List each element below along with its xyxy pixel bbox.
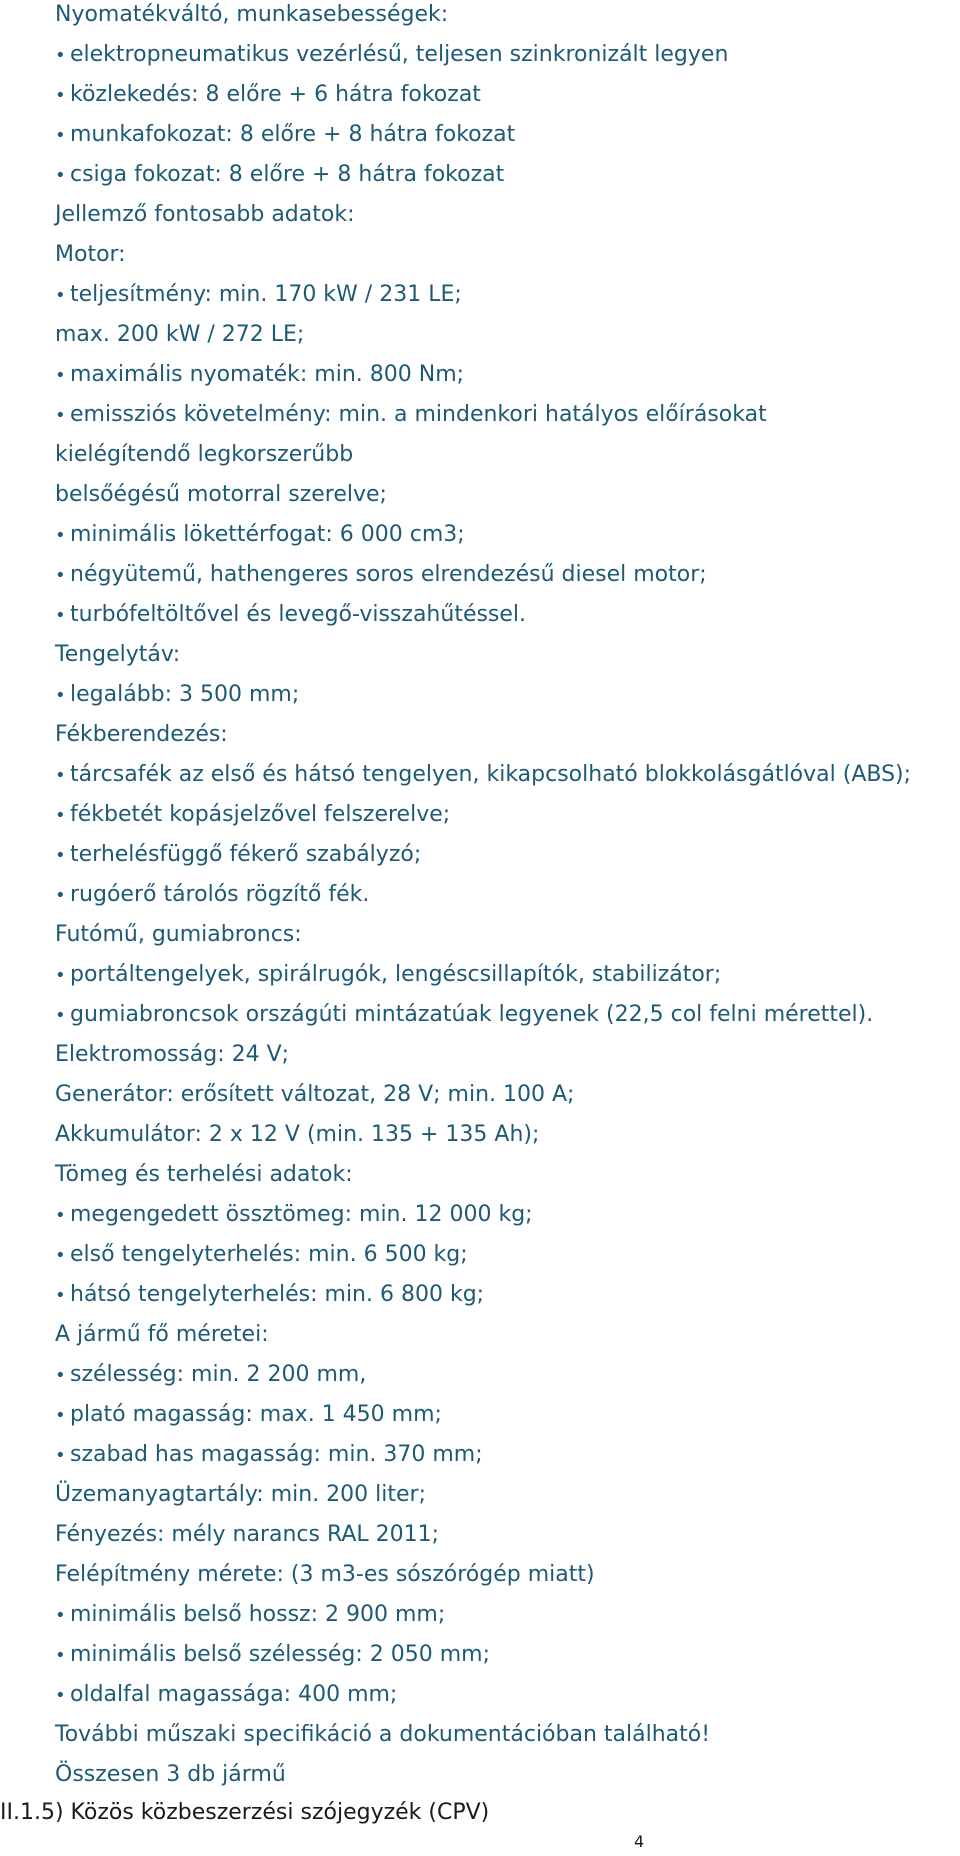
text-line: Jellemző fontosabb adatok: [55, 202, 355, 227]
text-line: Nyomatékváltó, munkasebességek: [55, 2, 449, 27]
bullet-item: • turbófeltöltővel és levegő-visszahűtéssel. [55, 600, 526, 631]
bullet-item: • terhelésfüggő fékerő szabályzó; [55, 840, 421, 871]
text-line: Futómű, gumiabroncs: [55, 922, 302, 947]
text-line: Akkumulátor: 2 x 12 V (min. 135 + 135 Ah); [55, 1122, 540, 1147]
bullet-item: • munkafokozat: 8 előre + 8 hátra fokozat [55, 120, 515, 151]
bullet-item: • csiga fokozat: 8 előre + 8 hátra fokozat [55, 160, 504, 191]
bullet-item: • emissziós követelmény: min. a mindenkori hatályos előírásokat [55, 400, 767, 431]
bullet-item: • négyütemű, hathengeres soros elrendezésű diesel motor; [55, 560, 707, 591]
bullet-item: • maximális nyomaték: min. 800 Nm; [55, 360, 464, 391]
bullet-item: • hátsó tengelyterhelés: min. 6 800 kg; [55, 1280, 484, 1311]
bullet-item: • minimális lökettérfogat: 6 000 cm3; [55, 520, 465, 551]
text-line: belsőégésű motorral szerelve; [55, 482, 387, 507]
text-line: Tengelytáv: [55, 642, 181, 667]
text-line: Fényezés: mély narancs RAL 2011; [55, 1522, 440, 1547]
text-line: A jármű fő méretei: [55, 1322, 269, 1347]
text-line: kielégítendő legkorszerűbb [55, 442, 354, 467]
text-line: Tömeg és terhelési adatok: [55, 1162, 353, 1187]
page-number: 4 [634, 1832, 645, 1851]
text-line: max. 200 kW / 272 LE; [55, 322, 305, 347]
bullet-item: • szabad has magasság: min. 370 mm; [55, 1440, 483, 1471]
text-line: Felépítmény mérete: (3 m3-es sószórógép miatt) [55, 1562, 595, 1587]
bullet-item: • közlekedés: 8 előre + 6 hátra fokozat [55, 80, 481, 111]
section-heading: II.1.5) Közös közbeszerzési szójegyzék (CPV) [0, 1800, 490, 1825]
bullet-item: • szélesség: min. 2 200 mm, [55, 1360, 366, 1391]
bullet-item: • teljesítmény: min. 170 kW / 231 LE; [55, 280, 462, 311]
bullet-item: • minimális belső szélesség: 2 050 mm; [55, 1640, 490, 1671]
bullet-item: • rugóerő tárolós rögzítő fék. [55, 880, 369, 911]
text-line: Motor: [55, 242, 126, 267]
text-line: Összesen 3 db jármű [55, 1762, 286, 1787]
bullet-item: • plató magasság: max. 1 450 mm; [55, 1400, 442, 1431]
bullet-item: • minimális belső hossz: 2 900 mm; [55, 1600, 445, 1631]
bullet-item: • portáltengelyek, spirálrugók, lengéscsillapítók, stabilizátor; [55, 960, 721, 991]
bullet-item: • fékbetét kopásjelzővel felszerelve; [55, 800, 450, 831]
text-line: Generátor: erősített változat, 28 V; min. 100 A; [55, 1082, 575, 1107]
bullet-item: • oldalfal magassága: 400 mm; [55, 1680, 397, 1711]
text-line: Üzemanyagtartály: min. 200 liter; [55, 1482, 427, 1507]
bullet-item: • gumiabroncsok országúti mintázatúak legyenek (22,5 col felni mérettel). [55, 1000, 873, 1031]
text-line: Elektromosság: 24 V; [55, 1042, 290, 1067]
bullet-item: • legalább: 3 500 mm; [55, 680, 299, 711]
bullet-item: • elektropneumatikus vezérlésű, teljesen szinkronizált legyen [55, 40, 728, 71]
text-line: Fékberendezés: [55, 722, 228, 747]
bullet-item: • megengedett össztömeg: min. 12 000 kg; [55, 1200, 533, 1231]
bullet-item: • első tengelyterhelés: min. 6 500 kg; [55, 1240, 468, 1271]
bullet-item: • tárcsafék az első és hátsó tengelyen, kikapcsolható blokkolásgátlóval (ABS); [55, 760, 911, 791]
text-line: További műszaki specifikáció a dokumentációban található! [55, 1722, 711, 1747]
